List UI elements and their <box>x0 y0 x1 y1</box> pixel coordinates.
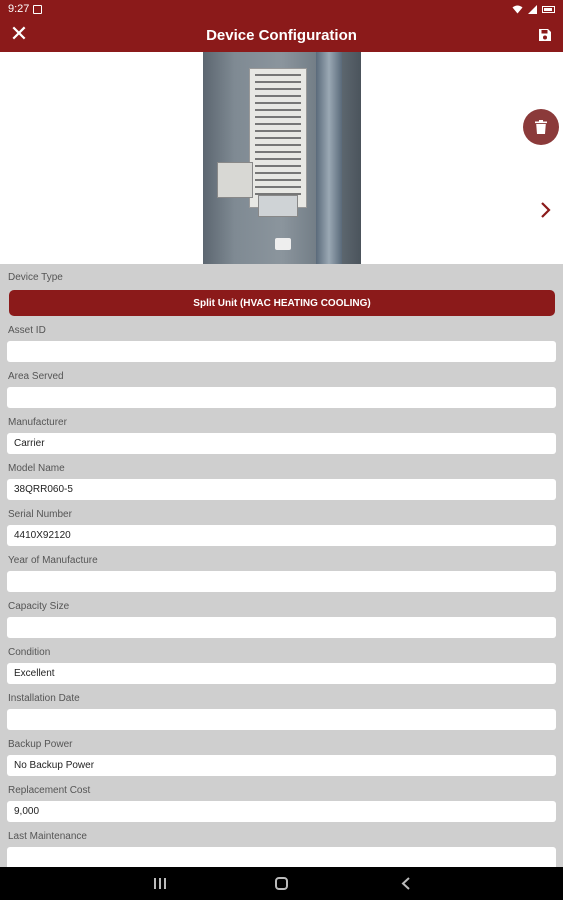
field-label: Last Maintenance <box>8 831 87 842</box>
device-photo[interactable] <box>203 52 361 264</box>
close-icon[interactable]: ✕ <box>9 21 29 46</box>
capacity-size-input[interactable] <box>7 617 556 638</box>
notification-icon <box>33 5 42 14</box>
installation-date-input[interactable] <box>7 709 556 730</box>
field-label: Installation Date <box>8 693 80 704</box>
status-bar <box>0 0 563 18</box>
device-form <box>0 264 563 867</box>
field-label-device-type: Device Type <box>8 272 63 283</box>
back-icon[interactable] <box>400 876 412 891</box>
device-type-button[interactable]: Split Unit (HVAC HEATING COOLING) <box>9 290 555 316</box>
condition-input[interactable]: Excellent <box>7 663 556 684</box>
battery-icon <box>542 6 555 13</box>
field-label: Condition <box>8 647 51 658</box>
field-label: Asset ID <box>8 325 46 336</box>
field-label: Model Name <box>8 463 65 474</box>
backup-power-input[interactable]: No Backup Power <box>7 755 556 776</box>
status-icons <box>512 5 555 14</box>
save-icon[interactable] <box>538 28 552 42</box>
photo-pipe <box>316 52 342 264</box>
signal-icon <box>528 5 537 14</box>
model-name-input[interactable]: 38QRR060-5 <box>7 479 556 500</box>
photo-brand-plate <box>258 195 298 217</box>
field-label: Year of Manufacture <box>8 555 98 566</box>
area-served-input[interactable] <box>7 387 556 408</box>
photo-warning-label <box>217 162 253 198</box>
delete-photo-button[interactable] <box>523 109 559 145</box>
field-label: Manufacturer <box>8 417 67 428</box>
chevron-right-icon[interactable] <box>538 200 554 220</box>
wifi-icon <box>512 5 523 14</box>
field-label: Serial Number <box>8 509 72 520</box>
field-label: Area Served <box>8 371 64 382</box>
camera-icon[interactable] <box>275 238 291 250</box>
system-nav-bar <box>0 867 563 900</box>
last-maintenance-input[interactable] <box>7 847 556 867</box>
replacement-cost-input[interactable]: 9,000 <box>7 801 556 822</box>
year-of-manufacture-input[interactable] <box>7 571 556 592</box>
status-time: 9:27 <box>8 3 30 15</box>
manufacturer-input[interactable]: Carrier <box>7 433 556 454</box>
field-label: Replacement Cost <box>8 785 91 796</box>
photo-nameplate-label <box>249 68 307 208</box>
page-title: Device Configuration <box>206 26 357 44</box>
app-bar <box>0 18 563 52</box>
serial-number-input[interactable]: 4410X92120 <box>7 525 556 546</box>
recent-apps-icon[interactable] <box>154 878 166 889</box>
home-icon[interactable] <box>275 877 288 890</box>
trash-icon <box>535 120 547 134</box>
asset-id-input[interactable] <box>7 341 556 362</box>
field-label: Capacity Size <box>8 601 70 612</box>
device-photo-area <box>0 52 563 264</box>
field-label: Backup Power <box>8 739 73 750</box>
